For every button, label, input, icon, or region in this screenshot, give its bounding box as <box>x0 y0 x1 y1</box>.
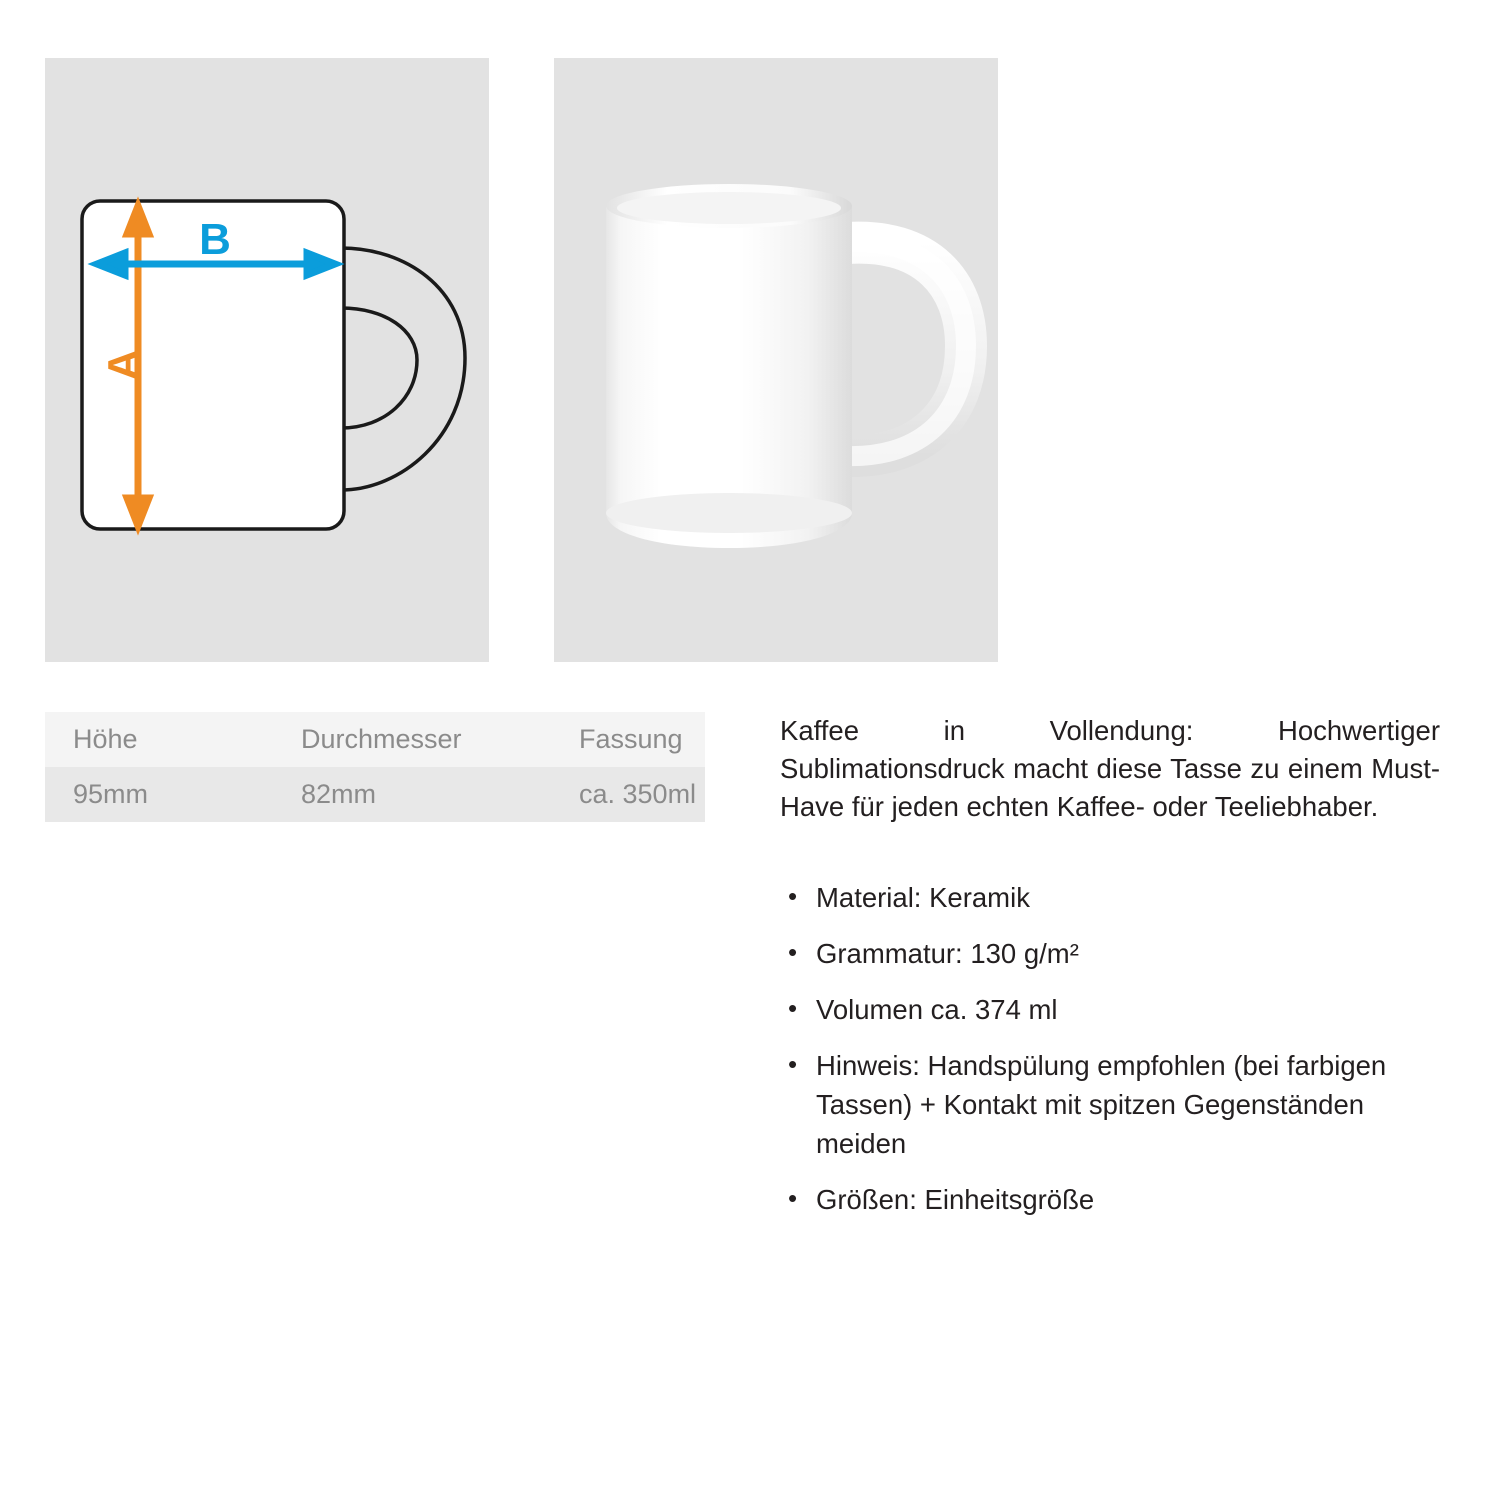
list-item <box>780 934 1440 973</box>
list-item-label: Material: Keramik <box>816 881 1030 913</box>
value-height: 95mm <box>73 779 149 809</box>
mug-spec-table <box>45 712 705 822</box>
table-header-row <box>45 712 705 767</box>
value-capacity: ca. 350ml <box>579 779 697 809</box>
column-header-capacity: Fassung <box>579 724 683 754</box>
bullet-icon: • <box>788 880 798 911</box>
dimension-label-b: B <box>199 215 231 264</box>
list-item <box>780 1180 1440 1219</box>
mug-product-photo-panel <box>554 58 998 662</box>
column-header-diameter: Durchmesser <box>301 724 462 754</box>
bullet-icon: • <box>788 936 798 967</box>
list-item <box>780 1046 1440 1163</box>
table-row <box>45 767 705 822</box>
product-description <box>780 712 1440 1236</box>
mug-dimension-diagram-panel <box>45 58 489 662</box>
list-item-label: Hinweis: Handspülung empfohlen (bei farbigen Tassen) + Kontakt mit spitzen Gegenständen meiden <box>816 1049 1387 1160</box>
list-item <box>780 878 1440 917</box>
dimension-label-a: A <box>99 349 148 381</box>
list-item-label: Größen: Einheitsgröße <box>816 1184 1095 1216</box>
bullet-icon: • <box>788 1048 798 1079</box>
column-header-height: Höhe <box>73 724 138 754</box>
product-spec-list <box>780 878 1440 1219</box>
bullet-icon: • <box>788 992 798 1023</box>
list-item-label: Volumen ca. 374 ml <box>816 993 1058 1025</box>
description-intro: Kaffee in Vollendung: Hochwertiger Sublimationsdruck macht diese Tasse zu einem Must-Have für jeden echten Kaffee- oder Teeliebhaber. <box>780 715 1440 822</box>
list-item-label: Grammatur: 130 g/m² <box>816 937 1079 969</box>
bullet-icon: • <box>788 1183 798 1214</box>
list-item <box>780 990 1440 1029</box>
value-diameter: 82mm <box>301 779 377 809</box>
